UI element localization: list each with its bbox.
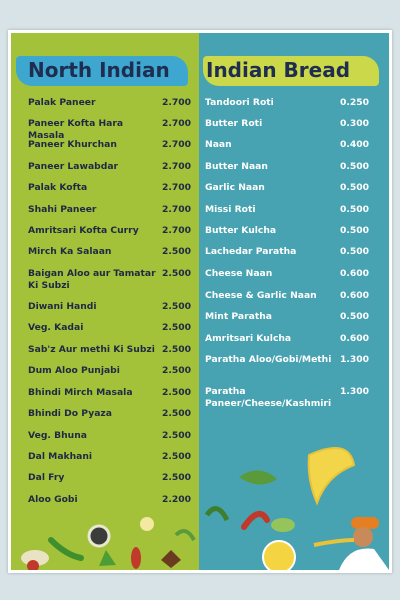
- onion-icon: [140, 517, 154, 531]
- menu-item-name: Paneer Lawabdar: [28, 161, 119, 172]
- menu-item: [205, 246, 385, 258]
- menu-item: [205, 333, 385, 345]
- menu-item-name: Paneer Khurchan: [28, 139, 117, 150]
- eggplant-slice-icon: [89, 526, 109, 546]
- musician-face-icon: [353, 527, 373, 547]
- menu-item: [28, 408, 194, 420]
- menu-item-name: Butter Naan: [205, 161, 268, 172]
- menu-item-name: Mirch Ka Salaan: [28, 246, 112, 257]
- menu-item-price: 2.700: [162, 182, 192, 193]
- menu-item-price: 0.500: [340, 182, 370, 193]
- menu-item: [28, 246, 194, 258]
- menu-item-name: Palak Paneer: [28, 97, 96, 108]
- herb-sprig-icon: [176, 531, 194, 540]
- menu-item-price: 2.500: [162, 301, 192, 312]
- north-indian-heading: North Indian: [28, 58, 170, 82]
- menu-item: [28, 139, 194, 151]
- menu-item-price: 1.300: [340, 354, 370, 365]
- menu-item: [205, 161, 385, 173]
- menu-item-price: 0.300: [340, 118, 370, 129]
- musician-body-icon: [339, 548, 389, 570]
- menu-item: [28, 365, 194, 377]
- menu-item-price: 2.700: [162, 204, 192, 215]
- menu-item-price: 0.400: [340, 139, 370, 150]
- menu-item: [28, 97, 194, 109]
- menu-item-price: 0.600: [340, 333, 370, 344]
- menu-item-name: Palak Kofta: [28, 182, 88, 193]
- menu-item: [205, 182, 385, 194]
- menu-item-price: 0.600: [340, 290, 370, 301]
- menu-item: [205, 225, 385, 237]
- menu-item-price: 0.500: [340, 246, 370, 257]
- menu-item-price: 2.700: [162, 161, 192, 172]
- menu-item: [28, 161, 194, 173]
- menu-item-price: 0.500: [340, 204, 370, 215]
- menu-item-name: Lachedar Paratha: [205, 246, 297, 257]
- menu-item: [28, 451, 194, 463]
- menu-item-name: Butter Kulcha: [205, 225, 277, 236]
- menu-item: [28, 301, 194, 313]
- menu-item: [205, 311, 385, 323]
- trumpet-icon: [309, 448, 354, 503]
- menu-item: [205, 268, 385, 280]
- trumpet-pipe-icon: [314, 540, 354, 545]
- menu-item-name: Diwani Handi: [28, 301, 97, 312]
- menu-item-price: 0.500: [340, 311, 370, 322]
- menu-item-price: 2.500: [162, 387, 192, 398]
- menu-item-price: 2.500: [162, 365, 192, 376]
- indian-bread-heading: Indian Bread: [206, 58, 351, 82]
- menu-item: [28, 182, 194, 194]
- menu-item-name: Garlic Naan: [205, 182, 265, 193]
- lemon-slice-icon: [263, 541, 295, 570]
- menu-item-name: Aloo Gobi: [28, 494, 78, 505]
- menu-item-price: 0.500: [340, 225, 370, 236]
- menu-item-name: Paneer Kofta Hara Masala: [28, 118, 124, 141]
- menu-item: [205, 386, 385, 410]
- menu-item: [28, 225, 194, 237]
- vegetables-illustration: [11, 500, 199, 570]
- menu-item-name: Paratha Paneer/Cheese/Kashmiri: [205, 386, 332, 409]
- trumpet-player-illustration: [199, 445, 389, 570]
- menu-item-name: Tandoori Roti: [205, 97, 274, 108]
- menu-item: [28, 387, 194, 399]
- menu-item: [205, 204, 385, 216]
- menu-item-price: 0.600: [340, 268, 370, 279]
- menu-item-price: 2.500: [162, 268, 192, 279]
- menu-item: [28, 268, 194, 292]
- menu-item-name: Dal Fry: [28, 472, 65, 483]
- cucumber-icon: [271, 518, 295, 532]
- menu-item-price: 0.500: [340, 161, 370, 172]
- menu-item-price: 2.200: [162, 494, 192, 505]
- menu-item-price: 2.700: [162, 225, 192, 236]
- menu-item-name: Shahi Paneer: [28, 204, 97, 215]
- menu-item-price: 2.700: [162, 97, 192, 108]
- basil-leaves-icon: [239, 470, 277, 484]
- menu-item: [28, 430, 194, 442]
- menu-item-name: Bhindi Do Pyaza: [28, 408, 112, 419]
- menu-item-price: 2.500: [162, 430, 192, 441]
- menu-item: [28, 344, 194, 356]
- menu-item-name: Veg. Bhuna: [28, 430, 87, 441]
- green-chili-icon: [51, 540, 81, 558]
- red-chili-icon: [244, 514, 267, 527]
- menu-item-price: 1.300: [340, 386, 370, 397]
- menu-item: [205, 354, 385, 366]
- menu-item-name: Veg. Kadai: [28, 322, 84, 333]
- menu-item: [205, 118, 385, 130]
- menu-item-price: 2.700: [162, 118, 192, 129]
- menu-item-name: Bhindi Mirch Masala: [28, 387, 133, 398]
- menu-item-name: Missi Roti: [205, 204, 256, 215]
- menu-item-name: Amritsari Kofta Curry: [28, 225, 139, 236]
- menu-item-name: Cheese Naan: [205, 268, 273, 279]
- menu-item-price: 2.500: [162, 408, 192, 419]
- menu-item-price: 2.500: [162, 472, 192, 483]
- menu-item: [28, 204, 194, 216]
- menu-item-name: Baigan Aloo aur Tamatar Ki Subzi: [28, 268, 156, 291]
- herb-leaf-icon: [99, 550, 116, 566]
- menu-item-name: Dum Aloo Punjabi: [28, 365, 120, 376]
- menu-item: [28, 472, 194, 484]
- menu-item-price: 0.250: [340, 97, 370, 108]
- menu-item: [205, 97, 385, 109]
- menu-item-name: Mint Paratha: [205, 311, 272, 322]
- menu-item-price: 2.500: [162, 344, 192, 355]
- menu-item-name: Dal Makhani: [28, 451, 93, 462]
- menu-item-name: Butter Roti: [205, 118, 263, 129]
- menu-item-name: Amritsari Kulcha: [205, 333, 292, 344]
- star-anise-icon: [161, 550, 181, 568]
- menu-item-price: 2.700: [162, 139, 192, 150]
- menu-item-price: 2.500: [162, 246, 192, 257]
- menu-item: [205, 139, 385, 151]
- red-chili-icon: [131, 547, 141, 569]
- menu-item: [28, 322, 194, 334]
- menu-item-name: Naan: [205, 139, 232, 150]
- menu-item-price: 2.500: [162, 322, 192, 333]
- menu-item: [205, 290, 385, 302]
- menu-item-name: Cheese & Garlic Naan: [205, 290, 317, 301]
- menu-item-price: 2.500: [162, 451, 192, 462]
- menu-item-name: Paratha Aloo/Gobi/Methi: [205, 354, 332, 365]
- menu-item-name: Sab'z Aur methi Ki Subzi: [28, 344, 155, 355]
- herb-sprig-icon: [207, 509, 227, 520]
- turban-icon: [351, 517, 379, 529]
